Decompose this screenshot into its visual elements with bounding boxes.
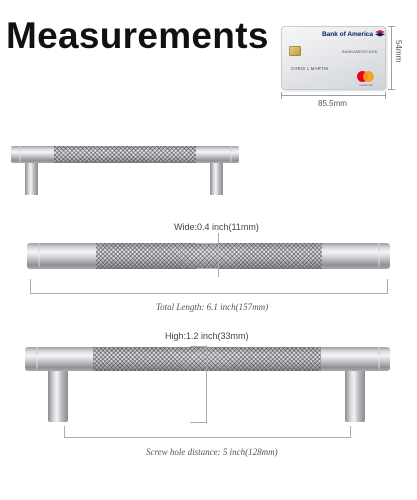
total-length-label: Total Length: 6.1 inch(157mm) — [156, 302, 269, 312]
hole-distance-tick-right — [350, 426, 351, 438]
handle-knurled-grip — [96, 243, 322, 269]
width-dimension-line — [218, 233, 219, 277]
handle-post-right — [345, 366, 365, 422]
card-width-line — [281, 95, 386, 96]
high-label: High:1.2 inch(33mm) — [165, 331, 249, 341]
handle-seam-left — [36, 347, 38, 371]
card-height-label: 54mm — [394, 40, 403, 63]
handle-seam-right — [378, 347, 380, 371]
credit-card-image — [281, 26, 386, 90]
width-dimension-tick-top — [196, 243, 218, 244]
handle-post-right — [210, 160, 223, 195]
handle-seam-right — [230, 146, 232, 163]
handle-seam-left — [19, 146, 21, 163]
length-dimension-tick-left — [30, 279, 31, 294]
mastercard-logo-circle — [363, 71, 374, 82]
height-dimension-line — [206, 345, 207, 423]
hole-distance-tick-left — [64, 426, 65, 438]
card-subtitle: BANKAMERICARD — [342, 50, 378, 54]
card-chip-icon — [289, 46, 301, 56]
handle-knurled-grip — [93, 347, 321, 371]
card-width-label: 85.5mm — [318, 99, 347, 108]
handle-post-left — [48, 366, 68, 422]
card-height-line — [391, 26, 392, 90]
card-bank-name: Bank of America — [321, 31, 373, 38]
height-dimension-tick-bottom — [190, 422, 206, 423]
card-width-tick-right — [385, 92, 386, 99]
handle-seam-right — [378, 243, 380, 269]
width-dimension-tick-bottom — [196, 268, 218, 269]
handle-seam-left — [38, 243, 40, 269]
wide-label: Wide:0.4 inch(11mm) — [174, 222, 259, 232]
page-title: Measurements — [6, 15, 269, 56]
card-height-tick-bottom — [388, 89, 395, 90]
card-brand-label: mastercard — [359, 83, 373, 87]
hole-distance-label: Screw hole distance: 5 inch(128mm) — [146, 447, 278, 457]
length-dimension-tick-right — [387, 279, 388, 294]
bank-flag-icon — [375, 30, 385, 38]
handle-post-left — [25, 160, 38, 195]
hole-distance-line — [64, 437, 351, 438]
card-holder-name: CHRIS L MARTIN — [291, 66, 329, 71]
length-dimension-line — [30, 293, 388, 294]
card-width-tick-left — [281, 92, 282, 99]
height-dimension-tick-top — [190, 346, 206, 347]
handle-knurled-grip — [54, 146, 196, 163]
card-height-tick-top — [388, 26, 395, 27]
